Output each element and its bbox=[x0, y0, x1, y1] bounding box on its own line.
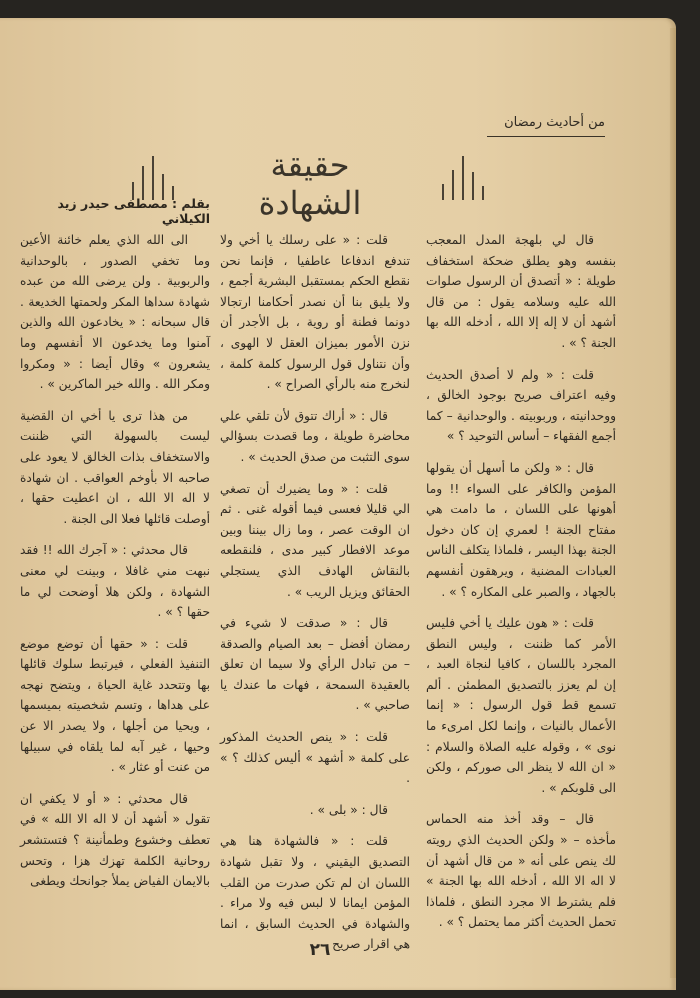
column-middle bbox=[220, 230, 410, 966]
paragraph: قلت : « على رسلك يا أخي ولا تندفع اندفاعا عاطفيا ، فإنما نحن نقطع الحكم بمستقبل البشرية أجمع ، ولا يليق بنا أن نصدر أحكامنا ارتجالا دونما فطنة أو روية ، بل الأجدر أن نزن الأمور بميزان العقل لا الهوى ، وأن نتناول قول الرسول كلمة كلمة ، لنخرج منه بالرأي الصراح » . bbox=[220, 233, 410, 392]
paragraph: الى الله الذي يعلم خائنة الأعين وما تخفي الصدور ، بالوحدانية والربوبية . ولن يرضى الله من عبده شهادة سداها المكر ولحمتها الخديعة . قال سبحانه : « يخادعون الله والذين آمنوا وما يخدعون الا أنفسهم وما يشعرون » وقال أيضا : « ومكروا ومكر الله . والله خير الماكرين » . bbox=[20, 233, 210, 392]
paragraph: من هذا ترى يا أخي ان القضية ليست بالسهولة التي ظننت والاستخفاف بذات الخالق لا يعود على صاحبه الا بأوخم العواقب . ان شهادة لا اله الا الله ، ان اعطيت حقها ، أوصلت قائلها فعلا الى الجنة . bbox=[20, 408, 210, 526]
paragraph: قال : « أراك تتوق لأن تلقي علي محاضرة طويلة ، وما قصدت بسؤالي سوى التثبت من صدق الحديث » . bbox=[220, 408, 410, 464]
column-left bbox=[20, 230, 210, 903]
column-right bbox=[426, 230, 616, 944]
paragraph: قال : « ولكن ما أسهل أن يقولها المؤمن والكافر على السواء !! وما أهونها على اللسان ، ما دامت هي مفتاح الجنة ! لعمري إن كان دخول الجنة بهذا اليسر ، فلماذا يتكلف الناس العبادات المضنية ، ويرهقون أنفسهم بالجهاد ، والصبر على المكاره ؟ » . bbox=[426, 460, 616, 599]
title-ornament-left-icon bbox=[130, 156, 180, 200]
paragraph: قلت : « فالشهادة هنا هي التصديق اليقيني ، ولا تقبل شهادة اللسان ان لم تكن صدرت من القلب المؤمن ايمانا لا لبس فيه ولا مراء . والشهادة في الحديث السابق ، انما هي اقرار صريح bbox=[220, 834, 410, 952]
paragraph: قال لي بلهجة المدل المعجب بنفسه وهو يطلق ضحكة استخفاف طويلة : « أتصدق أن الرسول صلوات الله عليه وسلامه يقول : من قال أشهد أن لا إله إلا الله ، أدخله الله بها الجنة ؟ » . bbox=[426, 233, 616, 350]
paragraph: قلت : « ينص الحديث المذكور على كلمة « أشهد » أليس كذلك ؟ » . bbox=[220, 730, 410, 786]
author-byline: بقلم : مصطفى حيدر زيد الكيلاني bbox=[57, 196, 210, 226]
page-edge bbox=[670, 28, 676, 978]
paragraph: قلت : « هون عليك يا أخي فليس الأمر كما ظننت ، وليس النطق المجرد باللسان ، كافيا لنجاة العبد ، إن لم يعزز بالتصديق المطمئن . ألم تسمع قط قول الرسول : « إنما الأعمال بالنيات ، وإنما لكل امرىء ما نوى » ، وقوله عليه الصلاة والسلام : « ان الله لا ينظر الى صوركم ، ولكن الى قلوبكم » . bbox=[426, 616, 616, 795]
paragraph: قال محدثي : « آجرك الله !! فقد نبهت مني غافلا ، وبينت لي معنى الشهادة ، ولكن هلا أوضحت لي ما حقها ؟ » . bbox=[20, 543, 210, 620]
magazine-page bbox=[0, 18, 676, 990]
paragraph: قال : « بلى » . bbox=[309, 802, 388, 817]
paragraph: قلت : « وما يضيرك أن تصغي الي قليلا فعسى فيما أقوله غنى . ثم ان الوقت عصر ، وما زال بيننا وبين موعد الافطار كبير مدى ، فلنقطعه بالنقاش الهادف الذي يستجلي الحقائق ويزيل الريب » . bbox=[220, 481, 410, 599]
paragraph: قال محدثي : « أو لا يكفي ان تقول « أشهد أن لا اله الا الله » في تعطف وخشوع وطمأنينة ؟ فتستشعر روحانية الكلمة تهزك هزا ، وتحس بالايمان الفياض يملأ جوانحك ويطغى bbox=[20, 791, 210, 889]
paragraph: قال : « صدقت لا شيء في رمضان أفضل – بعد الصيام والصدقة – من تبادل الرأي ولا سيما ان تعلق بالعقيدة السمحة ، فهات ما عندك يا صاحبي » . bbox=[220, 616, 410, 713]
title-ornament-right-icon bbox=[440, 156, 490, 200]
paragraph: قلت : « حقها أن توضع موضع التنفيذ الفعلي ، فيرتبط سلوك قائلها بها وتتحدد غاية الحياة ، ويتضح نهجه على هداها ، وتسم شخصيته بميسمها ، ويحيا من أجلها ، ولا يصدر الا عن وحيها ، غير آبه لما يلقاه في سبيلها من عنت أو عثار » . bbox=[20, 636, 210, 775]
paragraph: قلت : « ولم لا أصدق الحديث وفيه اعتراف صريح بوجود الخالق ، ووحدانيته ، وربوبيته . والوحدانية – كما أجمع الفقهاء – أساس التوحيد ؟ » bbox=[426, 367, 616, 444]
paragraph: قال – وقد أخذ منه الحماس مأخذه – « ولكن الحديث الذي رويته لك ينص على أنه « من قال أشهد أن لا اله الا الله ، أدخله الله بها الجنة » فلم يشترط الا مجرد النطق ، فلماذا تحمل الحديث أكثر مما يحتمل ؟ » . bbox=[426, 812, 616, 930]
article-title: حقيقة الشهادة bbox=[258, 146, 362, 222]
section-label: من أحاديث رمضان bbox=[487, 115, 605, 137]
page-number: ٢٦ bbox=[309, 940, 331, 960]
